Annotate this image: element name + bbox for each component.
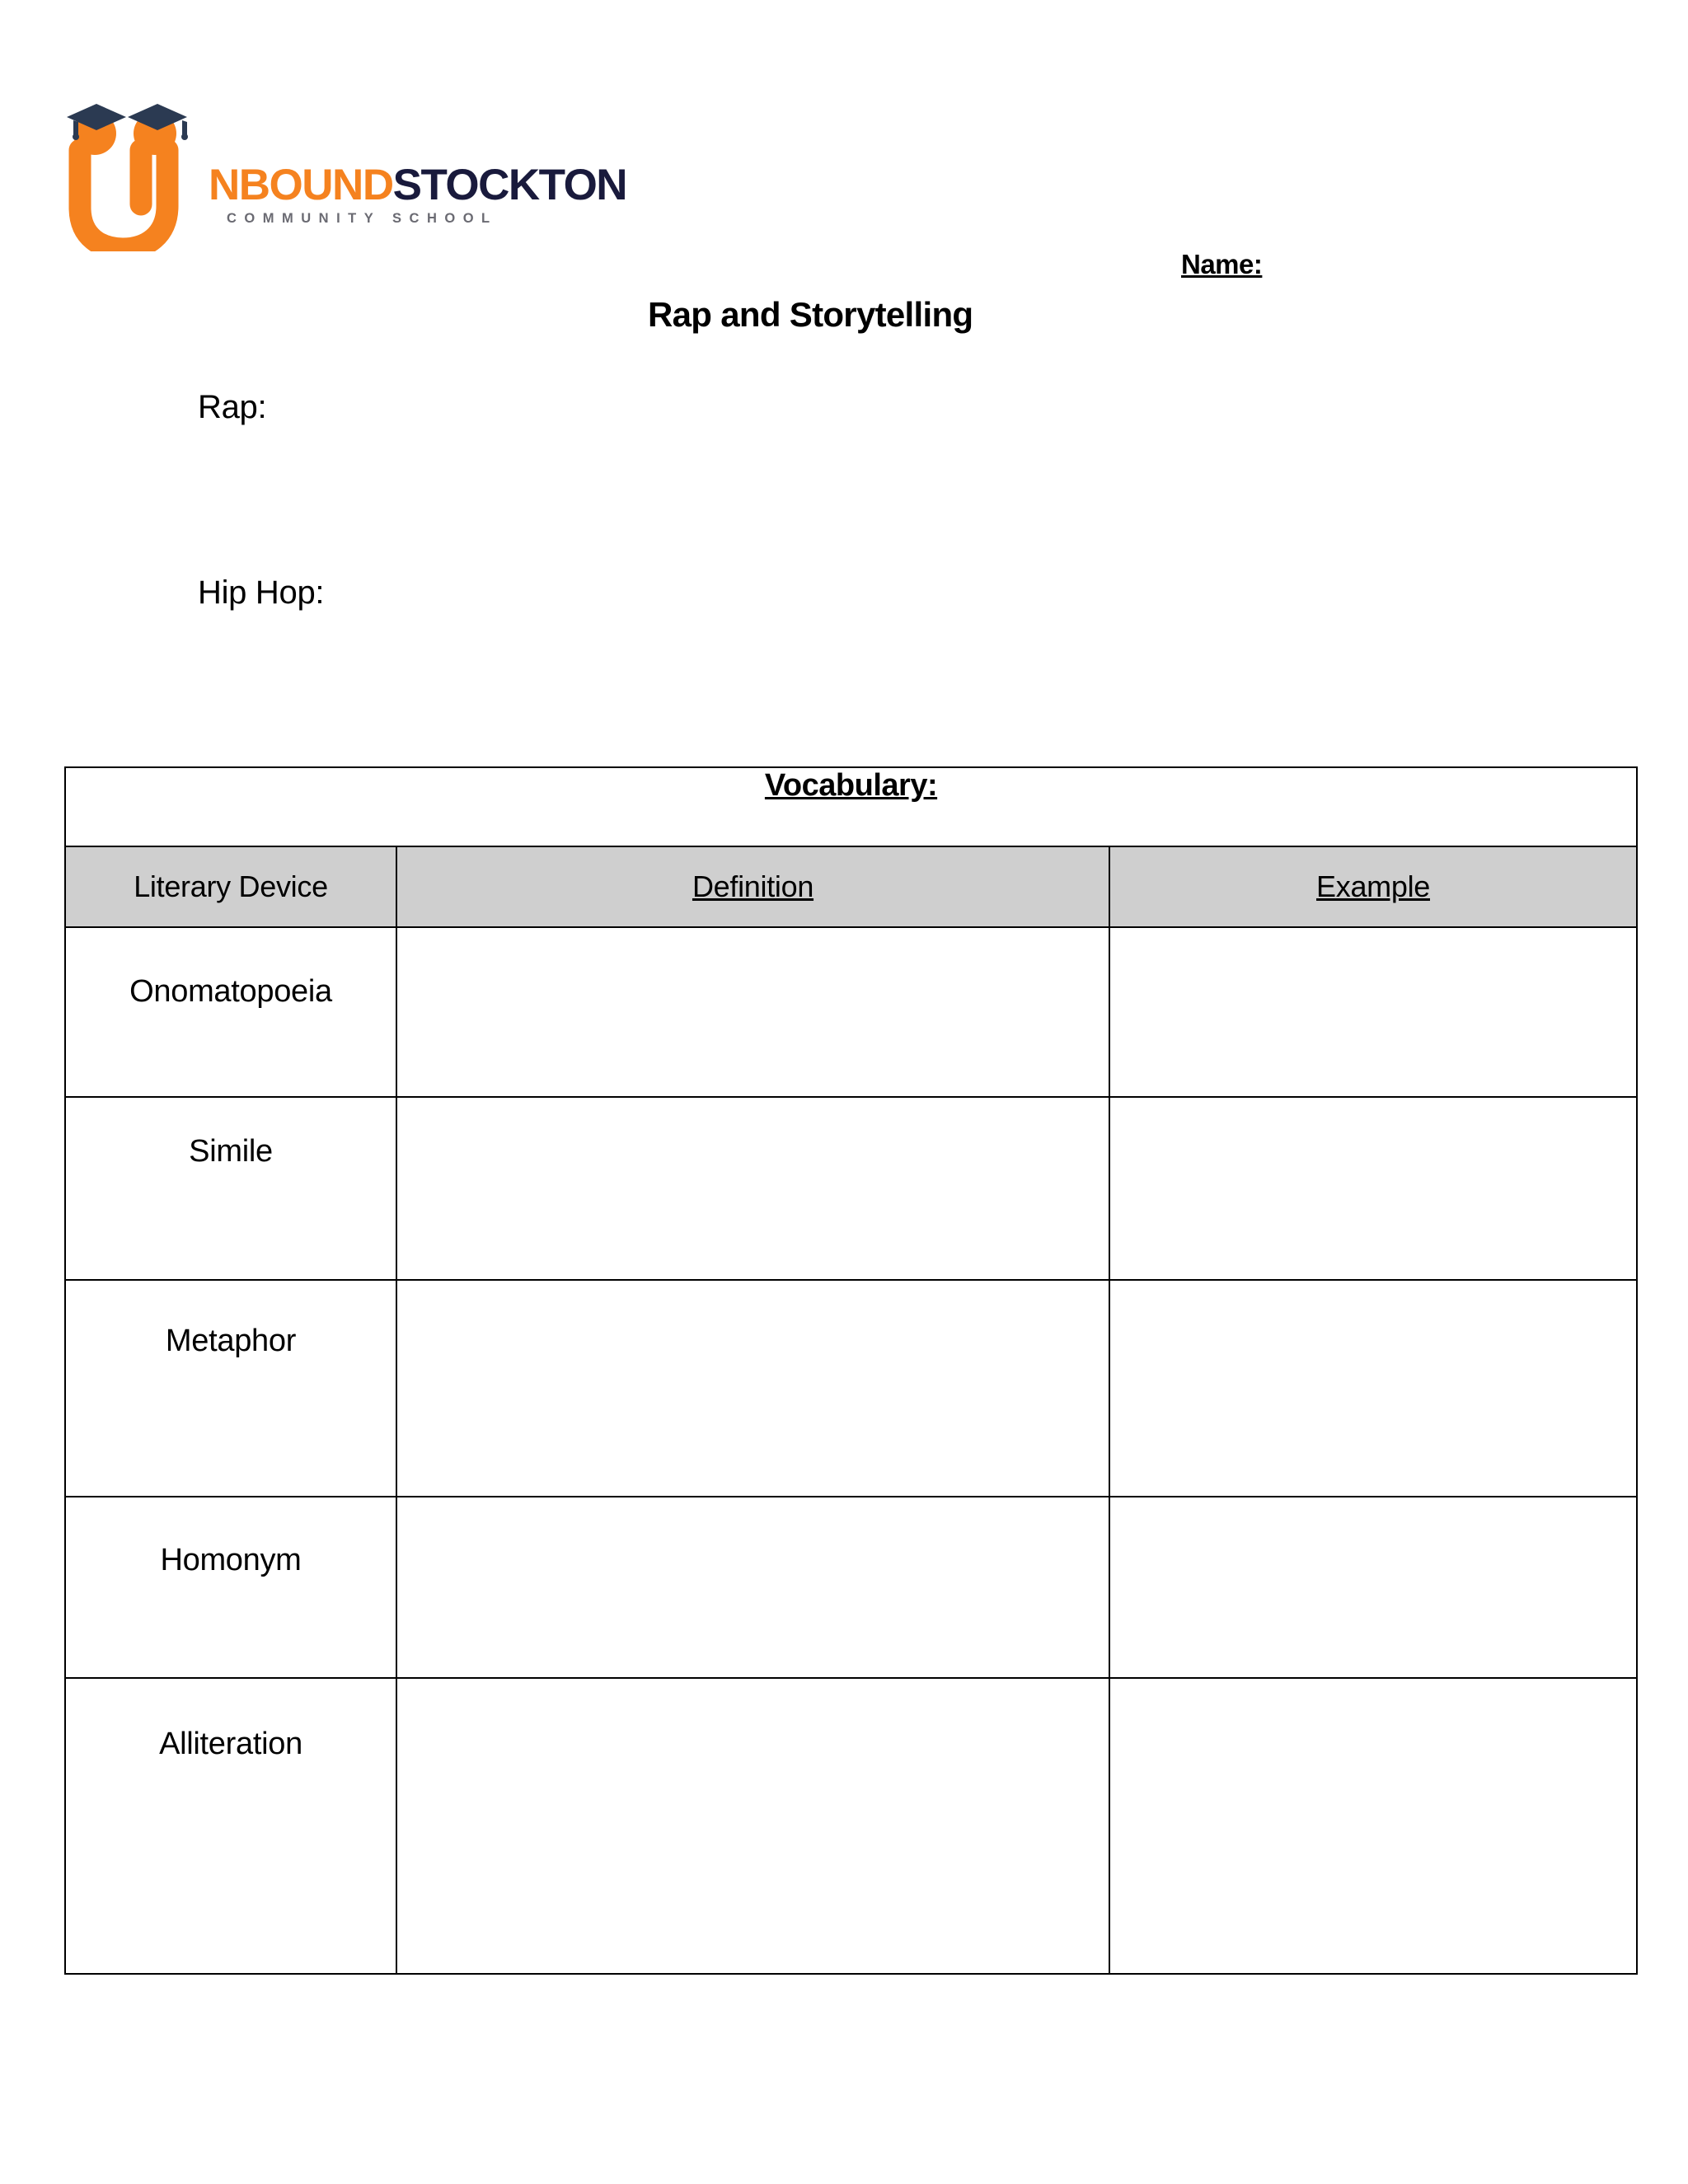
device-label: Metaphor: [165, 1324, 297, 1358]
vocabulary-title-row: [65, 767, 1637, 846]
field-label-hip-hop: Hip Hop:: [198, 574, 325, 611]
vocabulary-table: [64, 766, 1638, 1975]
device-cell-homonym: [65, 1497, 396, 1678]
definition-cell-alliteration[interactable]: [396, 1678, 1109, 1974]
logo-wordmark: [209, 161, 627, 246]
table-row: [65, 1280, 1637, 1497]
device-cell-simile: [65, 1097, 396, 1280]
logo-word-stockton: STOCKTON: [392, 161, 627, 209]
vocabulary-title: Vocabulary:: [764, 768, 938, 803]
name-label: Name:: [1181, 249, 1263, 279]
column-header-literary-device-label: Literary Device: [134, 869, 328, 903]
device-cell-onomatopoeia: [65, 927, 396, 1097]
device-label: Alliteration: [159, 1727, 302, 1761]
device-label: Homonym: [160, 1543, 302, 1577]
device-cell-alliteration: [65, 1678, 396, 1974]
example-cell-metaphor[interactable]: [1109, 1280, 1637, 1497]
example-cell-simile[interactable]: [1109, 1097, 1637, 1280]
logo-subtitle: COMMUNITY SCHOOL: [227, 211, 498, 226]
table-row: [65, 1497, 1637, 1678]
definition-cell-metaphor[interactable]: [396, 1280, 1109, 1497]
table-row: [65, 927, 1637, 1097]
logo-word-unbound: NBOUND: [209, 161, 393, 209]
device-label: Simile: [189, 1134, 273, 1169]
device-label: Onomatopoeia: [129, 974, 332, 1009]
column-header-definition: [396, 846, 1109, 927]
column-header-row: [65, 846, 1637, 927]
column-header-literary-device: [65, 846, 396, 927]
column-header-example: [1109, 846, 1637, 927]
definition-cell-onomatopoeia[interactable]: [396, 927, 1109, 1097]
school-logo: [62, 99, 627, 260]
definition-cell-homonym[interactable]: [396, 1497, 1109, 1678]
column-header-example-label: Example: [1316, 869, 1430, 903]
page-title: Rap and Storytelling: [648, 295, 973, 334]
definition-cell-simile[interactable]: [396, 1097, 1109, 1280]
column-header-definition-label: Definition: [692, 869, 814, 903]
unbound-stockton-logo-mark: [62, 99, 218, 251]
example-cell-homonym[interactable]: [1109, 1497, 1637, 1678]
example-cell-alliteration[interactable]: [1109, 1678, 1637, 1974]
device-cell-metaphor: [65, 1280, 396, 1497]
example-cell-onomatopoeia[interactable]: [1109, 927, 1637, 1097]
table-row: [65, 1097, 1637, 1280]
table-row: [65, 1678, 1637, 1974]
vocabulary-title-cell: [65, 767, 1637, 846]
field-label-rap: Rap:: [198, 389, 267, 425]
